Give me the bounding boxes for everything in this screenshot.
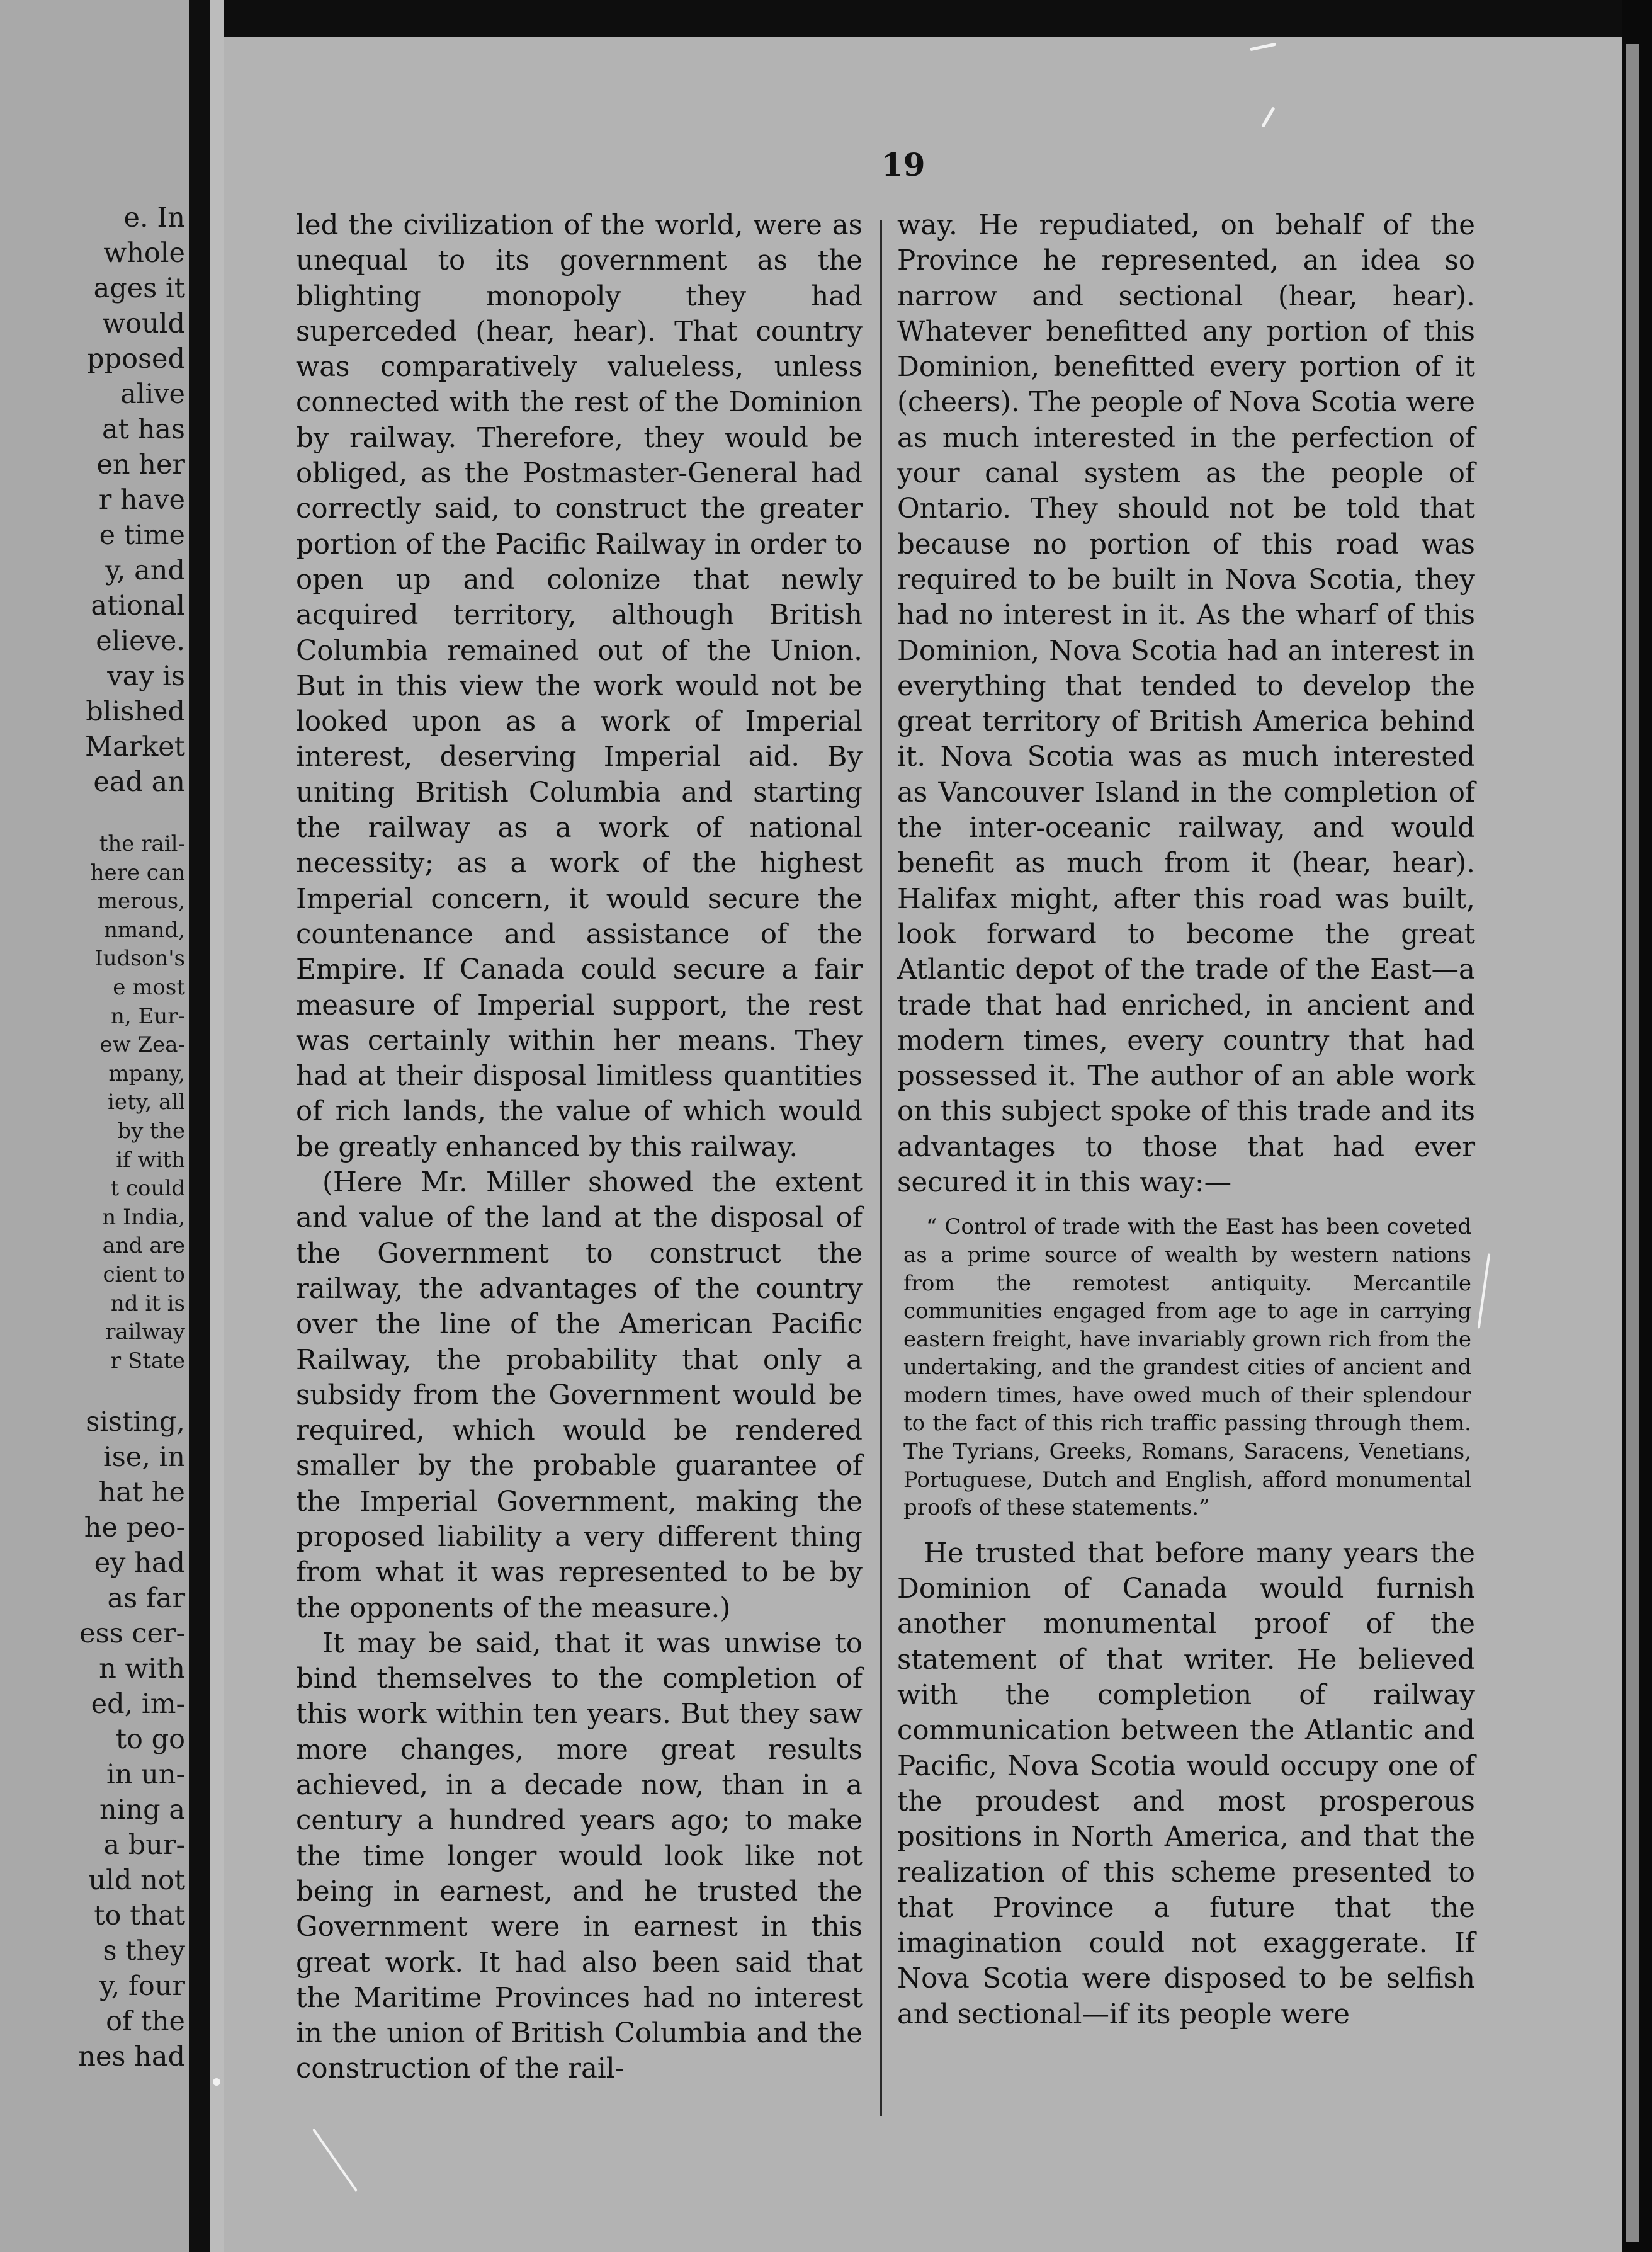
left-fragment-line: at has — [102, 414, 185, 445]
scan-speck — [213, 2078, 220, 2086]
left-fragment-top-lines — [3, 200, 185, 800]
left-fragment-line: n with — [99, 1653, 185, 1685]
left-fragment-line: as far — [107, 1583, 185, 1615]
left-paragraph-1: led the civilization of the world, were as unequal to its government as the blighting monopoly they had superceded (hear, hear). That country was comparatively valueless, unless connected with the rest of the Dominion by railway. Therefore, they would be obliged, as the Postmaster-General had correctly said, to construct the greater portion of the Pacific Railway in order to open up and colonize that newly acquired territory, although British Columbia remained out of the Union. But in this view the work would not be looked upon as a work of Imperial interest, deserving Imperial aid. By uniting British Columbia and starting the railway as a work of national necessity; as a work of the highest Imperial concern, it would secure the countenance and assistance of the Empire. If Canada could secure a fair measure of Imperial support, the rest was certainly within her means. They had at their disposal limitless quantities of rich lands, the value of which would be greatly enhanced by this railway. — [296, 210, 863, 1163]
left-fragment-line: of the — [106, 2006, 185, 2038]
left-fragment-line: and are — [102, 1233, 185, 1259]
left-fragment-line: elieve. — [96, 625, 185, 657]
left-fragment-line: a bur- — [103, 1829, 185, 1862]
left-page-fragment — [0, 0, 189, 2252]
left-page-text-fragments — [3, 200, 185, 2074]
left-fragment-line: to go — [115, 1724, 185, 1756]
left-fragment-line: blished — [86, 696, 185, 727]
left-fragment-line: y, and — [105, 555, 185, 586]
left-fragment-line: Iudson's — [94, 946, 185, 972]
left-fragment-line: r State — [110, 1348, 185, 1373]
left-fragment-small-lines — [3, 830, 185, 1375]
page-edge-strip — [210, 0, 224, 2252]
left-fragment-line: alive — [120, 378, 185, 410]
left-fragment-line: e time — [99, 520, 185, 551]
left-fragment-line: ning a — [99, 1794, 185, 1826]
left-fragment-line: en her — [96, 449, 185, 481]
left-fragment-line: in un- — [106, 1759, 185, 1791]
left-fragment-line: e most — [113, 974, 185, 1000]
left-fragment-bottom-lines — [3, 1404, 185, 2074]
left-fragment-line: ess cer- — [79, 1618, 185, 1650]
left-fragment-line: would — [102, 308, 185, 339]
left-fragment-line: nd it is — [110, 1290, 185, 1316]
page-number: 19 — [881, 146, 925, 183]
left-fragment-line: ise, in — [103, 1442, 185, 1474]
left-fragment-line: ages it — [93, 273, 185, 304]
left-fragment-line: e. In — [123, 202, 185, 234]
left-fragment-line: cient to — [103, 1261, 185, 1287]
binding-gutter — [189, 0, 210, 2252]
left-fragment-line: nmand, — [104, 917, 185, 943]
left-fragment-line: ational — [91, 590, 185, 622]
right-text-column — [897, 208, 1475, 2032]
left-fragment-line: ead an — [93, 766, 185, 798]
left-fragment-line: he peo- — [84, 1512, 185, 1544]
left-fragment-line: y, four — [99, 1970, 185, 2003]
left-fragment-line: n India, — [102, 1204, 185, 1230]
left-fragment-line: ey had — [94, 1547, 185, 1579]
left-fragment-line: ew Zea- — [99, 1032, 185, 1058]
left-fragment-line: r have — [98, 484, 185, 516]
left-fragment-line: Market — [84, 731, 185, 763]
left-fragment-line: hat he — [98, 1477, 185, 1509]
left-fragment-line: vay is — [107, 661, 185, 692]
left-fragment-line: if with — [116, 1147, 185, 1173]
left-fragment-line: the rail- — [99, 831, 185, 856]
left-fragment-gap — [3, 800, 185, 830]
left-fragment-line: n, Eur- — [111, 1003, 185, 1029]
left-fragment-line: t could — [110, 1176, 185, 1202]
left-paragraph-3: It may be said, that it was unwise to bind themselves to the completion of this work within ten years. But they saw more changes, more great results achieved, in a decade now, than in a century a hundred years ago; to make the time longer would look like not being in earnest, and he trusted the Government were in earnest in this great work. It had also been said that the Maritime Provinces had no interest in the union of British Columbia and the construction of the rail- — [296, 1627, 863, 2085]
left-fragment-gap — [3, 1375, 185, 1404]
scan-top-border — [224, 0, 1622, 37]
left-fragment-line: by the — [117, 1118, 185, 1144]
left-fragment-line: mpany, — [108, 1061, 185, 1086]
column-divider-rule — [880, 220, 882, 2116]
left-fragment-line: here can — [90, 860, 185, 885]
left-text-column — [296, 208, 863, 2087]
block-quotation: “ Control of trade with the East has been coveted as a prime source of wealth by western nations from the remotest antiquity. Mercantile communities engaged from age to age in carrying eastern freight, have invariably grown rich from the undertaking, and the grandest cities of ancient and modern times, have owed much of their splendour to the fact of this rich traffic passing through them. The Tyrians, Greeks, Romans, Saracens, Venetians, Portuguese, Dutch and English, afford monumental proofs of these statements.” — [903, 1214, 1471, 1521]
left-fragment-line: railway — [105, 1319, 185, 1345]
right-paragraph-1: way. He repudiated, on behalf of the Province he represented, an idea so narrow and sectional (hear, hear). Whatever benefitted any portion of this Dominion, benefitted every portion of it (cheers). The people of Nova Scotia were as much interested in the perfection of your canal system as the people of Ontario. They should not be told that because no portion of this road was required to be built in Nova Scotia, they had no interest in it. As the wharf of this Dominion, Nova Scotia had an interest in everything that tended to develop the great territory of British America behind it. Nova Scotia was as much interested as Vancouver Island in the completion of the inter-oceanic railway, and would benefit as much from it (hear, hear). Halifax might, after this road was built, look forward to become the great Atlantic depot of the trade of the East—a trade that had enriched, in ancient and modern times, every country that had possessed it. The author of an able work on this subject spoke of this trade and its advantages to those that had ever secured it in this way:— — [897, 210, 1475, 1199]
left-fragment-line: s they — [103, 1935, 185, 1967]
left-fragment-line: nes had — [78, 2041, 185, 2073]
left-fragment-line: uld not — [88, 1865, 185, 1897]
left-fragment-line: to that — [94, 1900, 185, 1932]
left-fragment-line: ed, im- — [91, 1688, 185, 1720]
right-page-edge — [1626, 44, 1639, 2242]
left-fragment-line: pposed — [87, 343, 185, 375]
left-fragment-line: merous, — [97, 889, 185, 914]
left-fragment-line: sisting, — [86, 1406, 185, 1438]
left-paragraph-2: (Here Mr. Miller showed the extent and value of the land at the disposal of the Government to construct the railway, the advantages of the country over the line of the American Pacific Railway, the probability that only a subsidy from the Government would be required, which would be rendered smaller by the probable guarantee of the Imperial Government, making the proposed liability a very different thing from what it was represented to be by the opponents of the measure.) — [296, 1167, 863, 1624]
left-fragment-line: iety, all — [108, 1089, 185, 1115]
left-fragment-line: whole — [103, 237, 185, 269]
right-paragraph-2: He trusted that before many years the Dominion of Canada would furnish another monumental proof of the statement of that writer. He believed with the completion of railway communication between the Atlantic and Pacific, Nova Scotia would occupy one of the proudest and most prosperous positions in North America, and that the realization of this scheme presented to that Province a future that the imagination could not exaggerate. If Nova Scotia were disposed to be selfish and sectional—if its people were — [897, 1537, 1475, 2030]
